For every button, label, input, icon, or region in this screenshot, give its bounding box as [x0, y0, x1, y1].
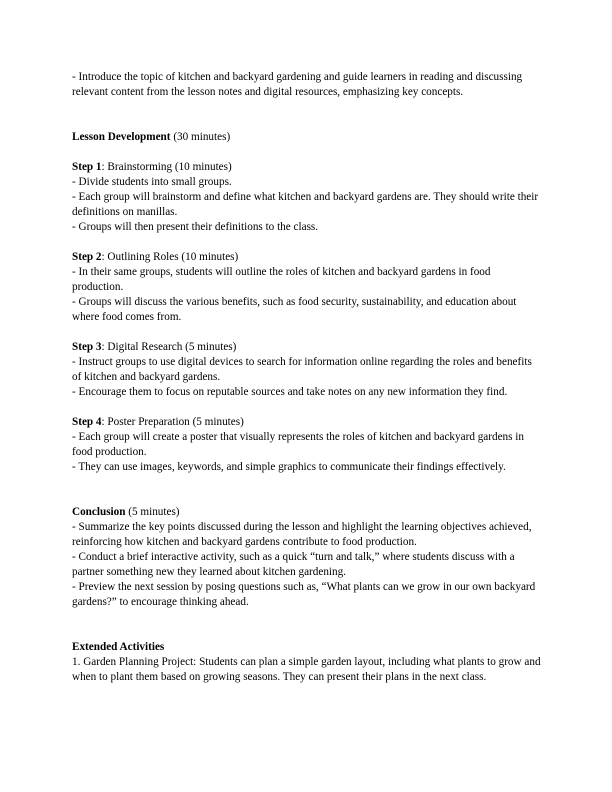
step-2-title: : Outlining Roles (10 minutes) [101, 251, 239, 263]
conclusion-heading [72, 505, 542, 520]
conclusion-section [72, 505, 542, 610]
conclusion-duration: (5 minutes) [125, 506, 180, 518]
step-3-line: - Instruct groups to use digital devices to search for information online regarding the roles and benefits of kitchen and backyard gardens. [72, 356, 532, 383]
extended-activities-heading [72, 640, 542, 655]
step-3-section [72, 340, 542, 400]
step-1-section [72, 160, 542, 235]
lesson-development-title: Lesson Development [72, 131, 171, 143]
step-3-line: - Encourage them to focus on reputable sources and take notes on any new information they find. [72, 386, 508, 398]
lesson-development-duration: (30 minutes) [170, 131, 231, 143]
step-4-heading [72, 415, 542, 430]
step-4-title: : Poster Preparation (5 minutes) [101, 416, 244, 428]
step-4-label: Step 4 [72, 416, 102, 428]
document-page [72, 70, 542, 685]
step-1-label: Step 1 [72, 161, 102, 173]
step-2-section [72, 250, 542, 325]
conclusion-title: Conclusion [72, 506, 126, 518]
lesson-development-heading [72, 130, 542, 145]
step-2-line: - Groups will discuss the various benefits, such as food security, sustainability, and education about where food comes from. [72, 296, 517, 323]
conclusion-line: - Summarize the key points discussed during the lesson and highlight the learning objectives achieved, reinforcing how kitchen and backyard gardens contribute to food production. [72, 521, 532, 548]
step-3-label: Step 3 [72, 341, 102, 353]
step-2-line: - In their same groups, students will outline the roles of kitchen and backyard gardens in food production. [72, 266, 491, 293]
intro-paragraph: - Introduce the topic of kitchen and backyard gardening and guide learners in reading and discussing relevant content from the lesson notes and digital resources, emphasizing key concepts. [72, 71, 523, 98]
step-3-title: : Digital Research (5 minutes) [101, 341, 237, 353]
step-3-heading [72, 340, 542, 355]
step-1-line: - Divide students into small groups. [72, 176, 232, 188]
extended-activities-section [72, 640, 542, 685]
extended-activities-title: Extended Activities [72, 641, 165, 653]
step-4-line: - Each group will create a poster that visually represents the roles of kitchen and backyard gardens in food production. [72, 431, 524, 458]
extended-activity-item: 1. Garden Planning Project: Students can plan a simple garden layout, including what plants to grow and when to plant them based on growing seasons. They can present their plans in the next class. [72, 656, 541, 683]
step-4-line: - They can use images, keywords, and simple graphics to communicate their findings effectively. [72, 461, 506, 473]
step-1-line: - Each group will brainstorm and define what kitchen and backyard gardens are. They should write their definitions on manillas. [72, 191, 539, 218]
step-4-section [72, 415, 542, 475]
step-1-line: - Groups will then present their definitions to the class. [72, 221, 319, 233]
conclusion-line: - Conduct a brief interactive activity, such as a quick “turn and talk,” where students discuss with a partner something new they learned about kitchen gardening. [72, 551, 515, 578]
step-2-label: Step 2 [72, 251, 102, 263]
conclusion-line: - Preview the next session by posing questions such as, “What plants can we grow in our own backyard gardens?” to encourage thinking ahead. [72, 581, 536, 608]
step-2-heading [72, 250, 542, 265]
step-1-title: : Brainstorming (10 minutes) [101, 161, 232, 173]
step-1-heading [72, 160, 542, 175]
